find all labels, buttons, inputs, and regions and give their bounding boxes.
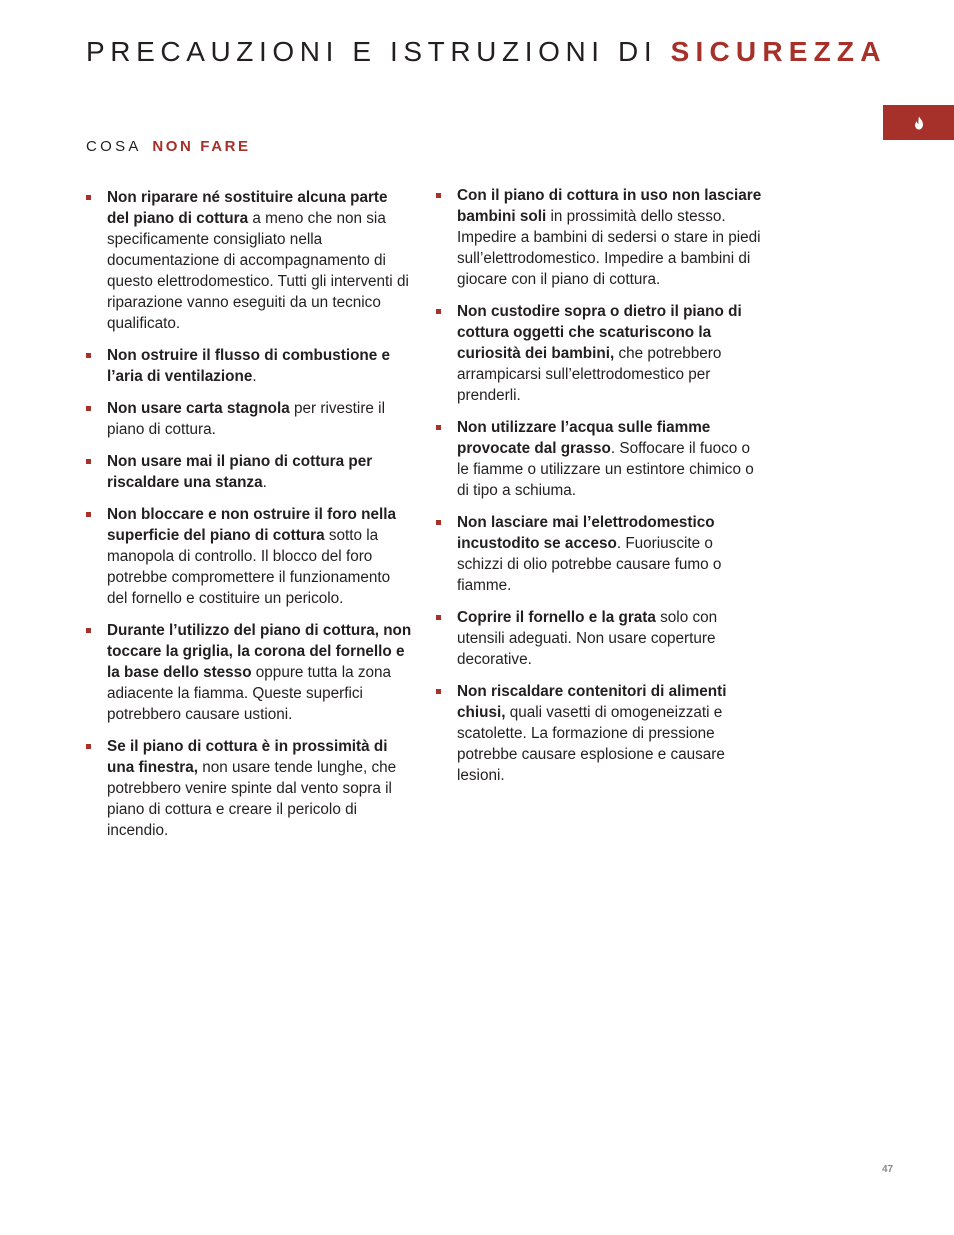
item-bold-text: Non riscaldare contenitori di alimenti chiusi, [457,683,727,721]
list-item [107,345,412,387]
item-bold-text: Non bloccare e non ostruire il foro nella superficie del piano di cottura [107,506,396,544]
item-text: . [262,474,267,491]
section-subheading [86,138,251,155]
right-column-list [457,185,762,797]
item-text: a meno che non sia specificamente consigliato nella documentazione di accompagnamento di questo elettrodomestico. Tutti gli interventi di riparazione vanno eseguiti da un tecnico qualificato. [107,210,409,332]
flame-icon [913,116,925,130]
list-item [457,512,762,596]
list-item [457,301,762,406]
item-text: non usare tende lunghe, che potrebbero venire spinte dal vento sopra il piano di cottura e creare il pericolo di incendio. [107,759,397,839]
list-item [107,620,412,725]
list-item [457,417,762,501]
item-bold-text: Non lasciare mai l’elettrodomestico incustodito se acceso [457,514,715,552]
page-title [86,36,887,68]
item-bold-text: Coprire il fornello e la grata [457,609,656,626]
list-item [107,504,412,609]
list-item [107,451,412,493]
list-item [107,187,412,334]
item-bold-text: Non custodire sopra o dietro il piano di cottura oggetti che scaturiscono la curiosità dei bambini, [457,303,742,362]
list-item [457,607,762,670]
item-bold-text: Non usare mai il piano di cottura per riscaldare una stanza [107,453,373,491]
item-bold-text: Non ostruire il flusso di combustione e l’aria di ventilazione [107,347,391,385]
item-bold-text: Non riparare né sostituire alcuna parte del piano di cottura [107,189,388,227]
page-title-plain: PRECAUZIONI E ISTRUZIONI DI [86,36,658,67]
item-bold-text: Se il piano di cottura è in prossimità di una finestra, [107,738,388,776]
section-tab [883,105,954,140]
item-text: solo con utensili adeguati. Non usare coperture decorative. [457,609,718,668]
item-text: quali vasetti di omogeneizzati e scatolette. La formazione di pressione potrebbe causare esplosione e causare lesioni. [457,704,725,784]
list-item [107,736,412,841]
item-text: . [252,368,257,385]
item-bold-text: Non utilizzare l’acqua sulle fiamme provocate dal grasso [457,419,711,457]
subheading-accent: NON FARE [152,138,251,155]
page-title-accent: SICUREZZA [670,36,887,67]
item-bold-text: Durante l’utilizzo del piano di cottura, non toccare la griglia, la corona del fornello e la base dello stesso [107,622,412,681]
item-text: oppure tutta la zona adiacente la fiamma. Queste superfici potrebbero causare ustioni. [107,664,392,723]
item-text: sotto la manopola di controllo. Il blocco del foro potrebbe compromettere il funzionamento del fornello e costituire un pericolo. [107,527,391,607]
item-text: per rivestire il piano di cottura. [107,400,385,438]
left-column-list [107,187,412,852]
item-bold-text: Con il piano di cottura in uso non lasciare bambini soli [457,187,762,225]
item-bold-text: Non usare carta stagnola [107,400,290,417]
page-number: 47 [882,1164,894,1175]
list-item [457,681,762,786]
item-text: che potrebbero arrampicarsi sull’elettrodomestico per prenderli. [457,345,722,404]
list-item [457,185,762,290]
item-text: . Soffocare il fuoco o le fiamme o utilizzare un estintore chimico o di tipo a schiuma. [457,440,754,499]
list-item [107,398,412,440]
item-text: . Fuoriuscite o schizzi di olio potrebbe causare fumo o fiamme. [457,535,722,594]
subheading-plain: COSA [86,138,141,155]
item-text: in prossimità dello stesso. Impedire a bambini di sedersi o stare in piedi sull’elettrodomestico. Impedire a bambini di giocare con il piano di cottura. [457,208,761,288]
